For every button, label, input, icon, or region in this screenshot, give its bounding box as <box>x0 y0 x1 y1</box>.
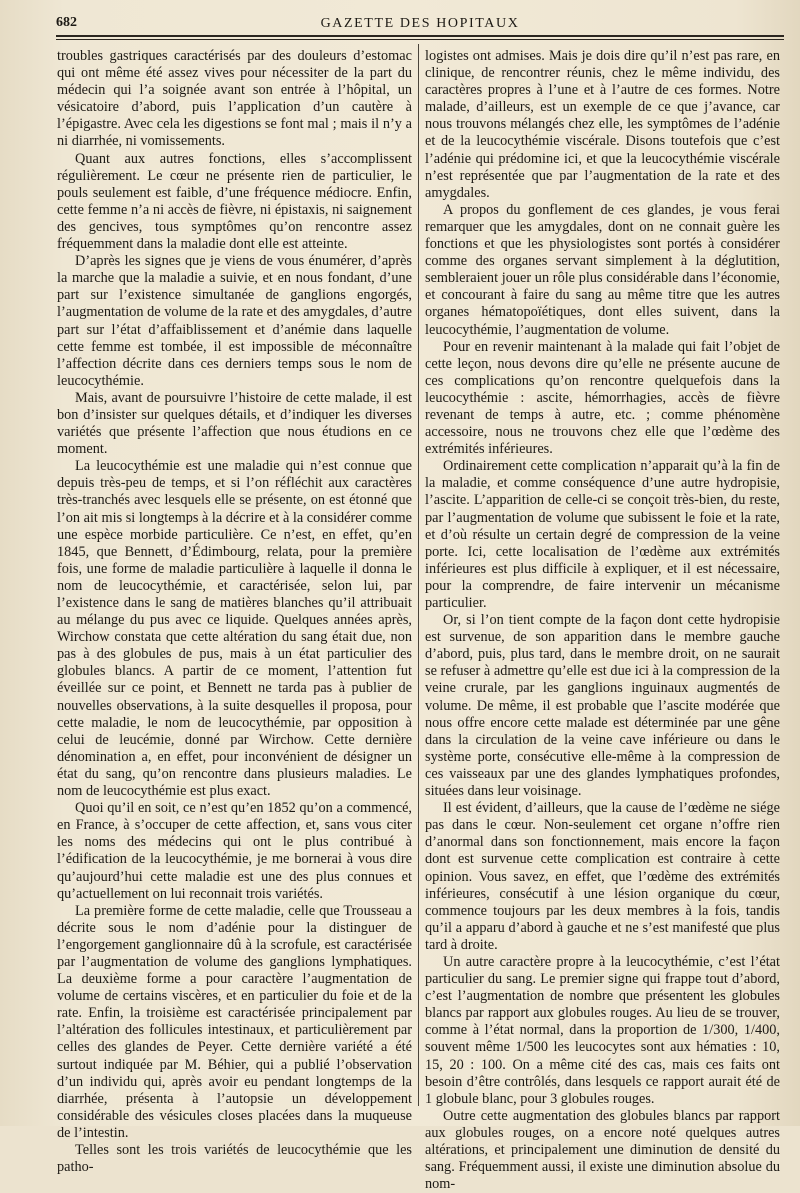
paragraph: Quoi qu’il en soit, ce n’est qu’en 1852 qu’on a commencé, en France, à s’occuper de cette affection, et, sans vous citer les noms des médecins qui ont le plus contribué à l’édification de la leucocythémie, je me bornerai à vous dire qu’aujourd’hui cette maladie est une des plus connues et qu’actuellement on lui reconnait trois variétés. <box>57 800 412 902</box>
paragraph: Telles sont les trois variétés de leucocythémie que les patho- <box>57 1142 412 1176</box>
running-title: GAZETTE DES HOPITAUX <box>320 16 520 31</box>
paragraph: La première forme de cette maladie, celle que Trousseau a décrite sous le nom d’adénie pour la distinguer de l’engorgement ganglionnaire dû à la scrofule, est caractérisée par l’augmentation de volume des ganglions lymphatiques. La deuxième forme a pour caractère l’augmentation de volume de certains viscères, et en particulier du foie et de la rate. Enfin, la troisième est caractérisée principalement par l’altération des follicules intestinaux, et particulièrement par celles des glandes de Peyer. Cette dernière variété a été surtout indiquée par M. Béhier, qui a publié l’observation d’un individu qui, après avoir eu pendant longtemps de la diarrhée, présenta à l’autopsie un développement considérable des vésicules closes placées dans la muqueuse de l’intestin. <box>57 902 412 1141</box>
paragraph: Quant aux autres fonctions, elles s’accomplissent régulièrement. Le cœur ne présente rien de particulier, le pouls seulement est faible, d’une fréquence médiocre. Enfin, cette femme n’a ni accès de fièvre, ni épistaxis, ni saignement des gencives, tous symptômes qu’on rencontre assez fréquemment dans la maladie dont elle est atteinte. <box>57 150 412 253</box>
paragraph: Pour en revenir maintenant à la malade qui fait l’objet de cette leçon, nous devons dire qu’elle ne présente aucune de ces complications qu’on rencontre quelquefois dans la leucocythémie : ascite, hémorrhagies, accès de fièvre revenant de temps à autre, etc. ; comme phénomène accessoire, nous ne trouvons chez elle que l’œdème des extrémités inférieures. <box>425 338 780 458</box>
page-number: 682 <box>56 15 77 30</box>
column-divider <box>418 44 419 1106</box>
paragraph: Outre cette augmentation des globules blancs par rapport aux globules rouges, on a encore noté quelques autres altérations, et principalement une diminution de densité du sang. Fréquemment aussi, il existe une diminution absolue du nom- <box>425 1107 780 1193</box>
paragraph: troubles gastriques caractérisés par des douleurs d’estomac qui ont même été assez vives pour nécessiter de la part du médecin qui l’a soignée avant son entrée à l’hôpital, un vésicatoire d’abord, puis l’application d’un cautère à l’épigastre. Avec cela les digestions se font mal ; mais il n’y a ni diarrhée, ni vomissements. <box>57 48 412 150</box>
paragraph: D’après les signes que je viens de vous énumérer, d’après la marche que la maladie a suivie, et en nous fondant, d’une part sur l’existence simultanée de ganglions engorgés, l’augmentation de volume de la rate et des amygdales, d’autre part sur l’état d’affaiblissement et d’anémie dans laquelle cette femme est tombée, il est impossible de méconnaître l’affection décrite dans ces derniers temps sous le nom de leucocythémie. <box>57 253 412 389</box>
paragraph: Ordinairement cette complication n’apparait qu’à la fin de la maladie, et comme conséquence d’une autre hydropisie, l’ascite. L’apparition de celle-ci se conçoit très-bien, du reste, par l’augmentation de volume que subissent le foie et la rate, et d’où résulte un certain degré de compression de la veine porte. Ici, cette localisation de l’œdème aux extrémités inférieures est plus difficile à expliquer, et il est nécessaire, pour la comprendre, de faire intervenir un mécanisme particulier. <box>425 458 780 611</box>
paragraph: La leucocythémie est une maladie qui n’est connue que depuis très-peu de temps, et si l’on réfléchit aux caractères très-tranchés avec lesquels elle se présente, on est étonné que l’on ait mis si longtemps à la décrire et à la considérer comme une espèce morbide particulière. Ce n’est, en effet, qu’en 1845, que Bennett, d’Édimbourg, relata, pour la première fois, une forme de maladie particulière à laquelle il donna le nom de leucocythémie, et caractérisée, selon lui, par l’existence dans le sang de matières blanches qu’il attribuait au mélange du pus avec ce liquide. Quelques années après, Wirchow constata que cette altération du sang était due, non pas à des globules de pus, mais à un état particulier des globules blancs. A partir de ce moment, l’attention fut éveillée sur ce point, et Bennett ne tarda pas à publier de nouvelles observations, à la suite desquelles il proposa, pour cette maladie, le nom de leucocythémie, par opposition à celui de leucémie, donné par Wirchow. Cette dernière dénomination a, en effet, pour inconvénient de désigner un état du sang, qu’on rencontre dans plusieurs maladies. Le nom de leucocythémie est plus exact. <box>57 458 412 800</box>
header-rule-thin <box>56 39 784 40</box>
header-rule-thick <box>56 35 784 37</box>
paragraph: Mais, avant de poursuivre l’histoire de cette malade, il est bon d’insister sur quelques détails, et d’indiquer les diverses variétés que présente l’affection que nous étudions en ce moment. <box>57 389 412 458</box>
paragraph: Il est évident, d’ailleurs, que la cause de l’œdème ne siége pas dans le cœur. Non-seulement cet organe n’offre rien d’anormal dans son fonctionnement, mais encore la façon dont est survenue cette complication est contraire à cette opinion. Vous savez, en effet, que l’œdème des extrémités inférieures, consécutif à une lésion organique du cœur, commence toujours par les deux membres à la fois, tandis qu’il a apparu d’abord à gauche et ne s’est manifesté que plus tard à droite. <box>425 800 780 953</box>
right-column <box>425 48 780 1193</box>
left-column <box>57 48 412 1176</box>
paragraph: Un autre caractère propre à la leucocythémie, c’est l’état particulier du sang. Le premier signe qui frappe tout d’abord, c’est l’augmentation de nombre que présentent les globules blancs par rapport aux globules rouges. Au lieu de se trouver, comme à l’état normal, dans la proportion de 1/300, 1/400, souvent même 1/500 les leucocytes sont aux hématies : 10, 15, 20 : 100. On a même cité des cas, mais ces faits ont besoin d’être contrôlés, dans lesquels ce rapport aurait été de 1 globule blanc, pour 3 globules rouges. <box>425 953 780 1107</box>
paragraph: A propos du gonflement de ces glandes, je vous ferai remarquer que les amygdales, dont on ne connait guère les fonctions et que les physiologistes sont portés à considérer comme des organes servant simplement à la déglutition, sembleraient jouer un rôle plus considérable dans l’économie, et concourant à faire du sang au même titre que les autres organes hématopoïétiques, dont elles suivent, dans la leucocythémie, l’augmentation de volume. <box>425 201 780 338</box>
paragraph: Or, si l’on tient compte de la façon dont cette hydropisie est survenue, de son apparition dans le membre gauche d’abord, puis, plus tard, dans le membre droit, on ne saurait se refuser à admettre qu’elle est due ici à la compression de la veine crurale, par les ganglions inguinaux augmentés de volume. De même, il est probable que l’ascite modérée que nous offre encore cette malade est déterminée par une gêne dans la circulation de la veine cave inférieure ou dans le système porte, consécutive elle-même à la compression de ces vaisseaux par une des glandes lymphatiques profondes, situées dans leur voisinage. <box>425 612 780 800</box>
page-header <box>56 12 784 36</box>
paragraph: logistes ont admises. Mais je dois dire qu’il n’est pas rare, en clinique, de rencontrer réunis, chez le même individu, des caractères propres à l’une et à l’autre de ces formes. Notre malade, d’ailleurs, est un exemple de ce que j’avance, car nous trouvons mélangés chez elle, les symptômes de l’adénie et de la leucocythémie viscérale. Disons toutefois que c’est l’adénie qui prédomine ici, et que la leucocythémie viscérale n’est représentée que par l’augmentation de la rate et des amygdales. <box>425 48 780 201</box>
